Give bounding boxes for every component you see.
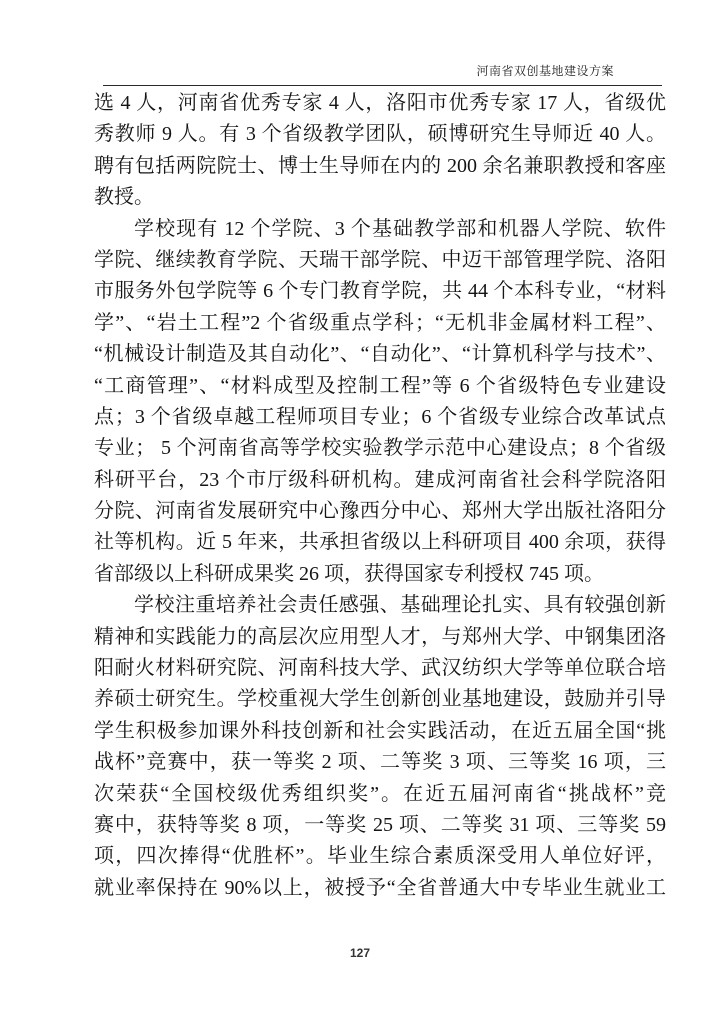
text-line: 秀教师 9 人。有 3 个省级教学团队，硕博研究生导师近 40 人。 xyxy=(94,123,666,146)
text-line: 教授。 xyxy=(94,186,154,209)
text-line: 次荣获“全国校级优秀组织奖”。在近五届河南省“挑战杯”竞 xyxy=(94,782,666,805)
text-line: 项，四次捧得“优胜杯”。毕业生综合素质深受用人单位好评， xyxy=(94,845,666,868)
text-line: “工商管理”、“材料成型及控制工程”等 6 个省级特色专业建设 xyxy=(94,374,666,397)
text-line: 市服务外包学院等 6 个专门教育学院，共 44 个本科专业，“材料 xyxy=(94,280,666,303)
text-line: 选 4 人，河南省优秀专家 4 人，洛阳市优秀专家 17 人，省级优 xyxy=(94,92,666,114)
text-line: 精神和实践能力的高层次应用型人才，与郑州大学、中钢集团洛 xyxy=(94,625,666,648)
text-line: 学”、“岩土工程”2 个省级重点学科；“无机非金属材料工程”、 xyxy=(94,311,666,334)
page-footer xyxy=(0,944,720,962)
text-line: 聘有包括两院院士、博士生导师在内的 200 余名兼职教授和客座 xyxy=(94,154,666,177)
text-line: 就业率保持在 90%以上，被授予“全省普通大中专毕业生就业工 xyxy=(94,876,666,899)
page-header-title: 河南省双创基地建设方案 xyxy=(476,64,614,78)
text-line: 学校注重培养社会责任感强、基础理论扎实、具有较强创新 xyxy=(134,594,666,617)
page-number: 127 xyxy=(349,946,371,960)
text-line: 阳耐火材料研究院、河南科技大学、武汉纺织大学等单位联合培 xyxy=(94,657,666,680)
text-line: 赛中，获特等奖 8 项，一等奖 25 项、二等奖 31 项、三等奖 59 xyxy=(94,813,666,836)
text-line: 养硕士研究生。学校重视大学生创新创业基地建设，鼓励并引导 xyxy=(94,688,666,711)
text-line: 战杯”竞赛中，获一等奖 2 项、二等奖 3 项、三等奖 16 项，三 xyxy=(94,751,666,774)
text-line: 学生积极参加课外科技创新和社会实践活动，在近五届全国“挑 xyxy=(94,719,666,742)
text-line: 分院、河南省发展研究中心豫西分中心、郑州大学出版社洛阳分 xyxy=(94,500,666,523)
text-line: 学院、继续教育学院、天瑞干部学院、中迈干部管理学院、洛阳 xyxy=(94,248,666,271)
text-line: 社等机构。近 5 年来，共承担省级以上科研项目 400 余项，获得 xyxy=(94,531,666,554)
text-line: 科研平台，23 个市厅级科研机构。建成河南省社会科学院洛阳 xyxy=(94,468,666,491)
document-body xyxy=(94,88,666,904)
text-line: “机械设计制造及其自动化”、“自动化”、“计算机科学与技术”、 xyxy=(94,343,666,366)
text-line: 点；3 个省级卓越工程师项目专业；6 个省级专业综合改革试点 xyxy=(94,405,666,428)
header-rule xyxy=(103,85,662,86)
text-line: 学校现有 12 个学院、3 个基础教学部和机器人学院、软件 xyxy=(134,217,666,240)
text-line: 省部级以上科研成果奖 26 项，获得国家专利授权 745 项。 xyxy=(94,562,604,585)
text-line: 专业； 5 个河南省高等学校实验教学示范中心建设点；8 个省级 xyxy=(94,437,666,460)
